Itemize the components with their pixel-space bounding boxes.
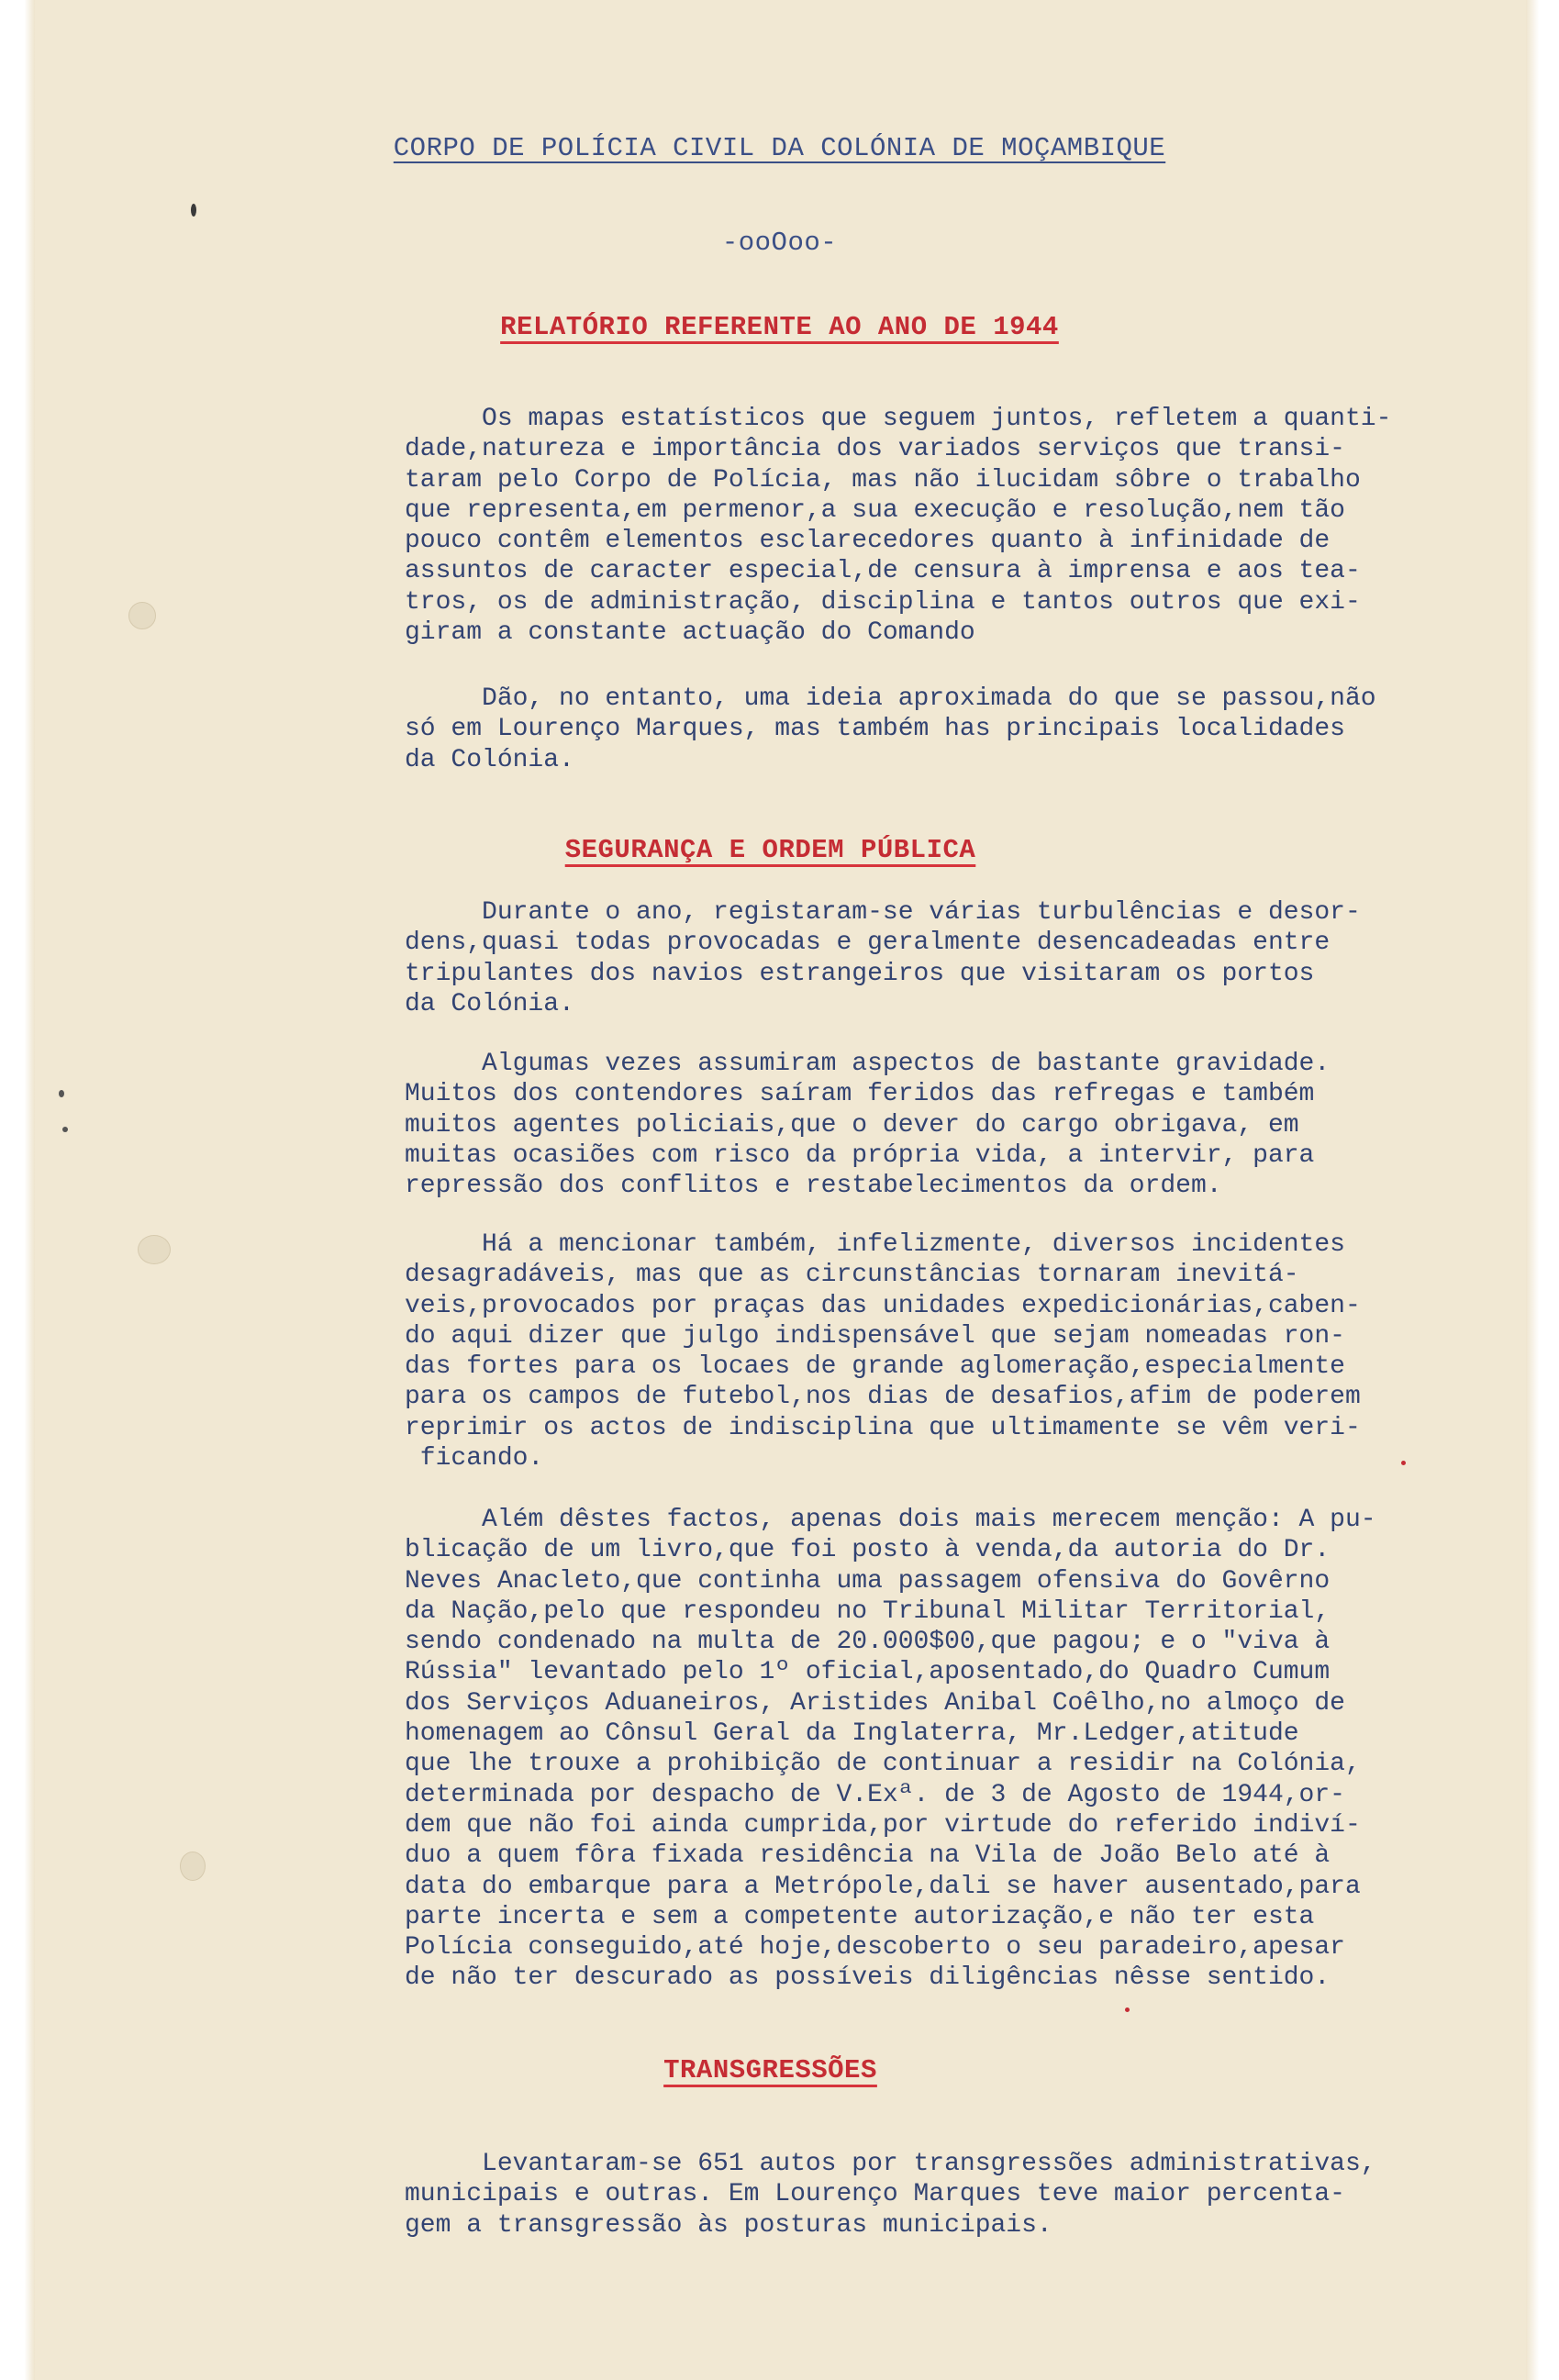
text-line: homenagem ao Cônsul Geral da Inglaterra, Mr.Ledger,atitude — [405, 1719, 1299, 1749]
text-line: gem a transgressão às posturas municipais. — [405, 2210, 1052, 2240]
text-line: Neves Anacleto,que continha uma passagem ofensiva do Govêrno — [405, 1566, 1331, 1596]
ink-speck — [62, 1127, 68, 1132]
document-title: RELATÓRIO REFERENTE AO ANO DE 1944 — [500, 312, 1059, 342]
text-line: dade,natureza e importância dos variados serviços que transi- — [405, 435, 1345, 464]
text-line: do aqui dizer que julgo indispensável que sejam nomeadas ron- — [405, 1321, 1345, 1351]
text-line: muitas ocasiões com risco da própria vida, a intervir, para — [405, 1140, 1315, 1170]
section-heading-line — [0, 835, 1550, 865]
document-header: CORPO DE POLÍCIA CIVIL DA COLÓNIA DE MOÇAMBIQUE — [393, 133, 1166, 163]
text-line: sendo condenado na multa de 20.000$00,que pagou; e o "viva à — [405, 1628, 1331, 1657]
ink-speck — [191, 204, 196, 217]
text-line: que representa,em permenor,a sua execução e resolução,nem tão — [405, 495, 1345, 525]
text-line: Dão, no entanto, uma ideia aproximada do que se passou,não — [405, 684, 1376, 713]
header-line — [0, 133, 1559, 163]
section-heading-transgressions: TRANSGRESSÕES — [663, 2055, 877, 2085]
text-line: Rússia" levantado pelo 1º oficial,aposentado,do Quadro Cumum — [405, 1658, 1331, 1687]
text-line: duo a quem fôra fixada residência na Vila de João Belo até à — [405, 1841, 1331, 1871]
text-line: tripulantes dos navios estrangeiros que visitaram os portos — [405, 959, 1315, 988]
text-line: repressão dos conflitos e restabelecimentos da ordem. — [405, 1172, 1222, 1201]
text-line: pouco contêm elementos esclarecedores quanto à infinidade de — [405, 527, 1331, 556]
intro-paragraph — [405, 404, 1538, 648]
text-line: de não ter descurado as possíveis diligências nêsse sentido. — [405, 1963, 1331, 1993]
title-line — [0, 312, 1559, 342]
text-line: dem que não foi ainda cumprida,por virtude do referido indiví- — [405, 1810, 1361, 1840]
text-line: dens,quasi todas provocadas e geralmente desencadeadas entre — [405, 929, 1331, 958]
text-line: das fortes para os locaes de grande aglomeração,especialmente — [405, 1352, 1345, 1382]
punch-hole-mark — [138, 1235, 171, 1264]
text-line: da Nação,pelo que respondeu no Tribunal Militar Territorial, — [405, 1596, 1331, 1626]
text-line: reprimir os actos de indisciplina que ultimamente se vêm veri- — [405, 1413, 1361, 1442]
text-line: Levantaram-se 651 autos por transgressões administrativas, — [405, 2150, 1376, 2178]
text-line: Há a mencionar também, infelizmente, diversos incidentes — [405, 1230, 1345, 1259]
text-line: veis,provocados por praças das unidades expedicionárias,caben- — [405, 1291, 1361, 1320]
text-line: Polícia conseguido,até hoje,descoberto o seu paradeiro,apesar — [405, 1933, 1345, 1963]
security-paragraph — [405, 1229, 1538, 1474]
text-line: Os mapas estatísticos que seguem juntos, refletem a quanti- — [405, 405, 1392, 433]
text-line: Muitos dos contendores saíram feridos das refregas e também — [405, 1080, 1315, 1109]
text-line: da Colónia. — [405, 745, 574, 774]
red-ink-dot — [1125, 2007, 1130, 2012]
security-paragraph — [405, 1505, 1538, 1994]
text-line: que lhe trouxe a prohibição de continuar a residir na Colónia, — [405, 1750, 1361, 1779]
text-line: da Colónia. — [405, 989, 574, 1018]
text-line: Algumas vezes assumiram aspectos de bastante gravidade. — [405, 1050, 1331, 1078]
separator: -ooOoo- — [721, 228, 838, 258]
text-line: taram pelo Corpo de Polícia, mas não ilucidam sôbre o trabalho — [405, 465, 1361, 495]
transgressions-paragraph — [405, 2149, 1538, 2241]
text-line: determinada por despacho de V.Exª. de 3 de Agosto de 1944,or- — [405, 1780, 1345, 1809]
text-line: dos Serviços Aduaneiros, Aristides Anibal Coêlho,no almoço de — [405, 1688, 1345, 1718]
text-line: data do embarque para a Metrópole,dali se haver ausentado,para — [405, 1872, 1361, 1901]
scan-left-margin — [0, 0, 35, 2380]
text-line: ficando. — [405, 1444, 544, 1474]
text-line: para os campos de futebol,nos dias de desafios,afim de poderem — [405, 1383, 1361, 1412]
security-paragraph — [405, 897, 1538, 1019]
section-heading-security: SEGURANÇA E ORDEM PÚBLICA — [564, 835, 976, 865]
text-line: municipais e outras. Em Lourenço Marques teve maior percenta- — [405, 2180, 1345, 2209]
ink-speck — [59, 1090, 64, 1097]
security-paragraph — [405, 1049, 1538, 1201]
text-line: Durante o ano, registaram-se várias turbulências e desor- — [405, 898, 1361, 927]
text-line: parte incerta e sem a competente autorização,e não ter esta — [405, 1902, 1315, 1931]
text-line: assuntos de caracter especial,de censura à imprensa e aos tea- — [405, 557, 1361, 586]
punch-hole-mark — [180, 1852, 206, 1881]
text-line: só em Lourenço Marques, mas também has principais localidades — [405, 715, 1345, 744]
text-line: blicação de um livro,que foi posto à venda,da autoria do Dr. — [405, 1536, 1331, 1565]
text-line: desagradáveis, mas que as circunstâncias tornaram inevitá- — [405, 1261, 1299, 1290]
section-heading-line — [0, 2055, 1550, 2085]
text-line: Além dêstes factos, apenas dois mais merecem menção: A pu- — [405, 1506, 1376, 1534]
punch-hole-mark — [128, 602, 156, 629]
text-line: tros, os de administração, disciplina e tantos outros que exi- — [405, 587, 1361, 617]
text-line: muitos agentes policiais,que o dever do cargo obrigava, em — [405, 1110, 1299, 1140]
intro-paragraph — [405, 684, 1538, 775]
text-line: giram a constante actuação do Comando — [405, 618, 975, 648]
